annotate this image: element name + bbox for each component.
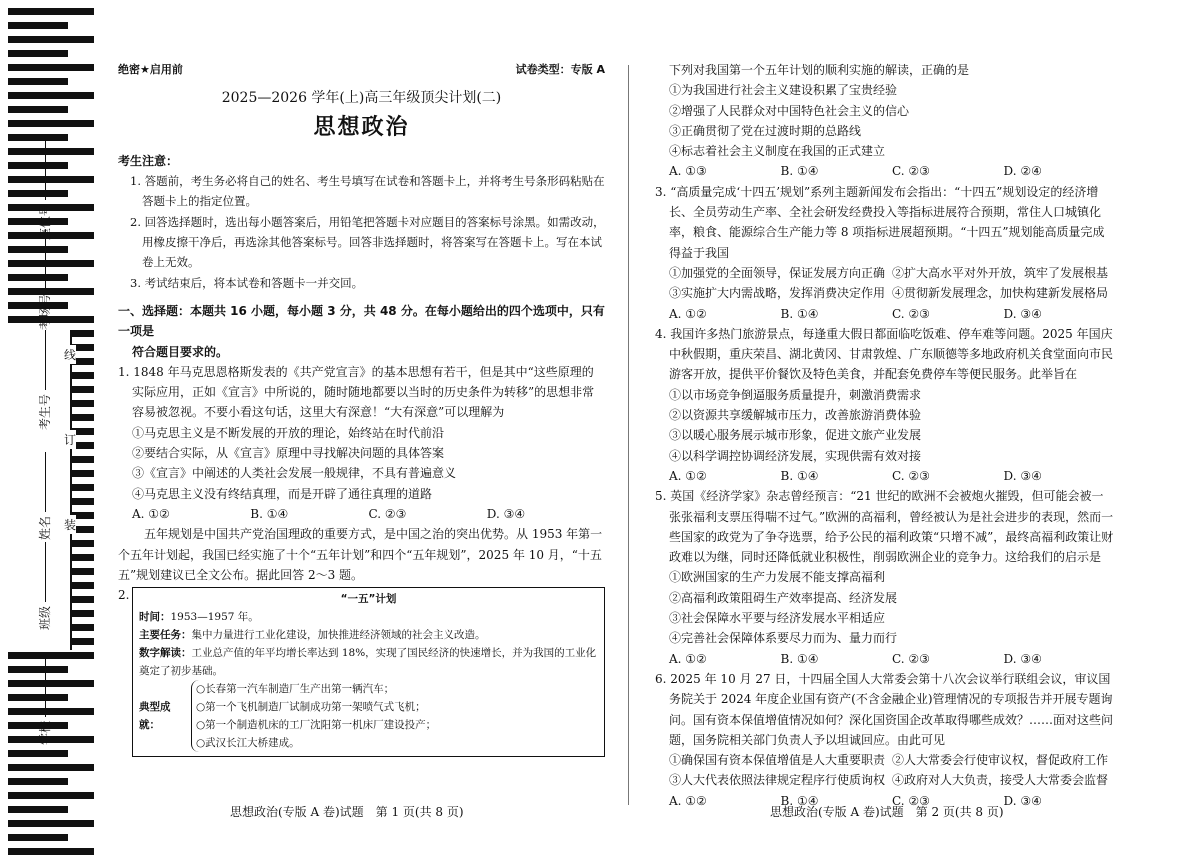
binding-stripe [8, 764, 94, 771]
binding-stripe [72, 610, 94, 617]
binding-stripe [8, 36, 94, 43]
binding-stripe [72, 638, 94, 645]
seat-number-label: 座位号 [36, 140, 53, 240]
q4-choices [655, 466, 1115, 486]
student-number-label: 考生号 [36, 330, 53, 430]
question-2-block [118, 585, 605, 757]
question-1-stem: 1. 1848 年马克思恩格斯发表的《共产党宣言》的基本思想有若干，但是其中“这些原理的实际应用，正如《宣言》中所说的，随时随地都要以当时的历史条件为转移”的思想非常容易被忽视。不要小看这句话，这里大有深意！“大有深意”可以理解为 [118, 364, 595, 420]
binding-stripe [8, 806, 68, 813]
q5-choices [655, 649, 1115, 669]
binding-stripe [8, 64, 94, 71]
exam-room-label: 考场号 [36, 230, 53, 330]
achievement-item: ○武汉长江大桥建成。 [196, 737, 300, 750]
choice-b: B. ①④ [780, 651, 819, 666]
section-heading [118, 301, 605, 362]
question-2-number: 2. [118, 588, 130, 603]
choice-c: C. ②③ [892, 651, 930, 666]
q5-option-3: ③社会保障水平要与经济发展水平相适应 [669, 611, 886, 626]
choice-b: B. ①④ [780, 793, 819, 808]
binding-stripe [8, 848, 94, 855]
q1-option-3: ③《宣言》中阐述的人类社会发展一般规律，不具有普遍意义 [132, 466, 457, 481]
choice-c: C. ②③ [892, 164, 930, 179]
binding-stripe [8, 8, 94, 15]
q3-option-1: ①加强党的全面领导，保证发展方向正确 [669, 265, 886, 280]
question-4-stem: 4. 我国许多热门旅游景点，每逢重大假日都面临吃饭难、停车难等问题。2025 年国庆中秋假期，重庆荣昌、湖北黄冈、甘肃敦煌、广东顺德等多地政府机关食堂面向市民游客开放，提供平价餐饮及特色美食，并配套免费停车等便民服务。此举旨在 [655, 326, 1114, 382]
choice-c: C. ②③ [368, 506, 407, 521]
binding-stripe [8, 120, 94, 127]
binding-stripe [72, 540, 94, 547]
binding-stripe [72, 554, 94, 561]
q4-option-4: ④以科学调控协调经济发展，实现供需有效对接 [669, 448, 922, 463]
binding-stripe [8, 92, 94, 99]
binding-stripe [8, 778, 68, 785]
choice-b: B. ①④ [250, 506, 289, 521]
q2-stem: 下列对我国第一个五年计划的顺利实施的解读，正确的是 [669, 63, 970, 77]
binding-stripe [72, 470, 94, 477]
q3-option-4: ④贯彻新发展理念，加快构建新发展格局 [892, 286, 1109, 301]
binding-stripe [72, 596, 94, 603]
choice-c: C. ②③ [892, 793, 930, 808]
q5-option-2: ②高福利政策阻碍生产效率提高、经济发展 [669, 590, 898, 605]
page-divider [628, 65, 629, 805]
table-achievements [139, 680, 598, 752]
q6-options-row2 [655, 770, 1115, 790]
secret-label: 绝密★启用前 [118, 63, 183, 76]
question-5-stem: 5. 英国《经济学家》杂志曾经预言：“21 世纪的欧洲不会被炮火摧毁，但可能会被一张张福利支票压得喘不过气。”欧洲的高福利，曾经被认为是社会进步的表现，然而一些国家的政党为了争夺选票，给予公民的福利政策“只增不减”，最终高福利政策让财政难以为继，同时还降低就业积极性，削弱欧洲企业的竞争力。这给我们的启示是 [655, 489, 1114, 565]
binding-stripe [72, 498, 94, 505]
right-page [655, 60, 1115, 811]
question-6-stem: 6. 2025 年 10 月 27 日，十四届全国人大常委会第十八次会议举行联组会议，审议国务院关于 2024 年度企业国有资产(不含金融企业)管理情况的专项报告并开展专题询问。国有资本保值增值情况如何？深化国资国企改革取得哪些成效？……面对这些问题，国务院相关部门负责人予以坦诚回应。由此可见 [655, 671, 1114, 747]
binding-stripe [72, 582, 94, 589]
achievements-list [191, 680, 436, 752]
achievement-item: ○第一个制造机床的工厂沈阳第一机床厂建设投产； [196, 719, 437, 732]
choice-b: B. ①④ [780, 164, 819, 179]
binding-line [70, 330, 72, 650]
binding-stripe [8, 820, 94, 827]
table-title: “一五”计划 [340, 593, 397, 606]
left-page [118, 60, 605, 757]
choice-a: A. ①② [669, 306, 707, 321]
binding-stripe [72, 624, 94, 631]
q2-option-2: ②增强了人民群众对中国特色社会主义的信心 [669, 103, 910, 118]
school-label: 学校 [36, 657, 53, 745]
q2-option-4: ④标志着社会主义制度在我国的正式建立 [669, 144, 886, 159]
notice-2: 2. 回答选择题时，选出每小题答案后，用铅笔把答题卡对应题目的答案标号涂黑。如需改动，用橡皮擦干净后，再选涂其他答案标号。回答非选择题时，将答案写在答题卡上。写在本试卷上无效。 [130, 214, 605, 270]
q1-option-4: ④马克思主义没有终结真理，而是开辟了通往真理的道路 [132, 486, 433, 501]
q3-options-row2 [655, 283, 1115, 303]
name-label: 姓名 [36, 452, 53, 540]
choice-c: C. ②③ [892, 306, 930, 321]
left-footer: 思想政治(专版 A 卷)试题 第 1 页(共 8 页) [230, 805, 464, 819]
q4-option-1: ①以市场竞争倒逼服务质量提升，刺激消费需求 [669, 387, 922, 402]
choice-d: D. ③④ [1003, 468, 1042, 483]
binding-stripe [72, 386, 94, 393]
binding-stripe [8, 106, 68, 113]
q6-option-4: ④政府对人大负责，接受人大常委会监督 [892, 773, 1109, 788]
choice-d: D. ③④ [1003, 651, 1042, 666]
header-row [118, 60, 605, 80]
choice-a: A. ①② [132, 506, 170, 521]
choice-a: A. ①② [669, 793, 707, 808]
marker-line: 线 [64, 345, 76, 364]
notice-3: 3. 考试结束后，将本试卷和答题卡一并交回。 [130, 275, 364, 290]
q3-options-row1 [655, 263, 1115, 283]
binding-stripe [72, 456, 94, 463]
notice-1: 1. 答题前，考生务必将自己的姓名、考生号填写在试卷和答题卡上，并将考生号条形码粘贴在答题卡上的指定位置。 [130, 174, 605, 209]
choice-d: D. ③④ [1003, 306, 1042, 321]
section-heading-line1: 一、选择题：本题共 16 小题，每小题 3 分，共 48 分。在每小题给出的四个选项中，只有一项是 [118, 303, 605, 339]
exam-title: 2025—2026 学年(上)高三年级顶尖计划(二) [221, 90, 502, 107]
choice-a: A. ①② [669, 651, 707, 666]
five-year-plan-table [132, 587, 605, 757]
q1-option-2: ②要结合实际，从《宣言》原理中寻找解决问题的具体答案 [132, 446, 445, 461]
class-label: 班级 [36, 542, 53, 630]
binding-stripe [72, 484, 94, 491]
choice-d: D. ③④ [486, 506, 526, 521]
table-data: 数字解读：工业总产值的年平均增长率达到 18%，实现了国民经济的快速增长，并为我国的工业化奠定了初步基础。 [139, 647, 597, 678]
q6-option-3: ③人大代表依照法律规定程序行使质询权 [669, 773, 886, 788]
binding-stripe [8, 22, 68, 29]
choice-a: A. ①③ [669, 164, 707, 179]
subject-title: 思想政治 [313, 113, 410, 140]
table-task: 主要任务：集中力量进行工业化建设，加快推进经济领域的社会主义改造。 [139, 629, 486, 642]
achievements-label: 典型成就： [139, 701, 171, 732]
achievement-item: ○长春第一汽车制造厂生产出第一辆汽车； [196, 683, 395, 696]
q1-choices [118, 504, 605, 524]
q3-choices [655, 304, 1115, 324]
q6-option-1: ①确保国有资本保值增值是人大重要职责 [669, 753, 886, 768]
q4-option-2: ②以资源共享缓解城市压力，改善旅游消费体验 [669, 408, 922, 423]
binding-stripe [72, 400, 94, 407]
binding-stripe [8, 834, 68, 841]
q2-option-3: ③正确贯彻了党在过渡时期的总路线 [669, 123, 862, 138]
achievement-item: ○第一个飞机制造厂试制成功第一架喷气式飞机； [196, 701, 426, 714]
q3-option-2: ②扩大高水平对外开放，筑牢了发展根基 [892, 265, 1109, 280]
binding-stripe [72, 568, 94, 575]
table-time: 时间：1953—1957 年。 [139, 611, 259, 624]
notice-title: 考生注意： [118, 153, 179, 168]
binding-stripe [8, 50, 68, 57]
marker-bind: 装 [64, 515, 76, 534]
choice-c: C. ②③ [892, 468, 930, 483]
passage-intro: 五年规划是中国共产党治国理政的重要方式，是中国之治的突出优势。从 1953 年第一个五年计划起，我国已经实施了十个“五年计划”和四个“五年规划”，2025 年 10 月，“十五五”规划建议已全文公布。据此回答 2～3 题。 [118, 527, 603, 582]
q5-option-1: ①欧洲国家的生产力发展不能支撑高福利 [669, 570, 886, 585]
right-footer: 思想政治(专版 A 卷)试题 第 2 页(共 8 页) [770, 805, 1004, 819]
q6-options-row1 [655, 750, 1115, 770]
q4-option-3: ③以暖心服务展示城市形象，促进文旅产业发展 [669, 428, 922, 443]
paper-type-label: 试卷类型：专版 A [515, 63, 605, 76]
choice-b: B. ①④ [780, 468, 819, 483]
q5-option-4: ④完善社会保障体系要尽力而为、量力而行 [669, 631, 898, 646]
choice-b: B. ①④ [780, 306, 819, 321]
binding-strip [0, 0, 100, 868]
binding-stripe [72, 372, 94, 379]
q3-option-3: ③实施扩大内需战略，发挥消费决定作用 [669, 286, 886, 301]
section-heading-line2: 符合题目要求的。 [132, 344, 229, 359]
binding-stripe [8, 792, 94, 799]
q1-option-1: ①马克思主义是不断发展的开放的理论，始终站在时代前沿 [132, 425, 445, 440]
question-3-stem: 3. “高质量完成‘十四五’规划”系列主题新闻发布会指出：“十四五”规划设定的经济增长、全员劳动生产率、全社会研发经费投入等指标进展符合预期，常住人口城镇化率，粮食、能源综合生产能力等 8 项指标进展超预期。“十四五”规划能高质量完成得益于我国 [655, 184, 1105, 260]
binding-stripe [8, 78, 68, 85]
q2-option-1: ①为我国进行社会主义建设积累了宝贵经验 [669, 83, 898, 98]
binding-stripe [72, 330, 94, 337]
choice-a: A. ①② [669, 468, 707, 483]
binding-stripe [8, 750, 68, 757]
binding-stripe [72, 414, 94, 421]
marker-order: 订 [64, 430, 76, 449]
q6-option-2: ②人大常委会行使审议权，督促政府工作 [892, 753, 1109, 768]
q2-choices [655, 161, 1115, 181]
choice-d: D. ③④ [1003, 793, 1042, 808]
choice-d: D. ②④ [1003, 164, 1042, 179]
